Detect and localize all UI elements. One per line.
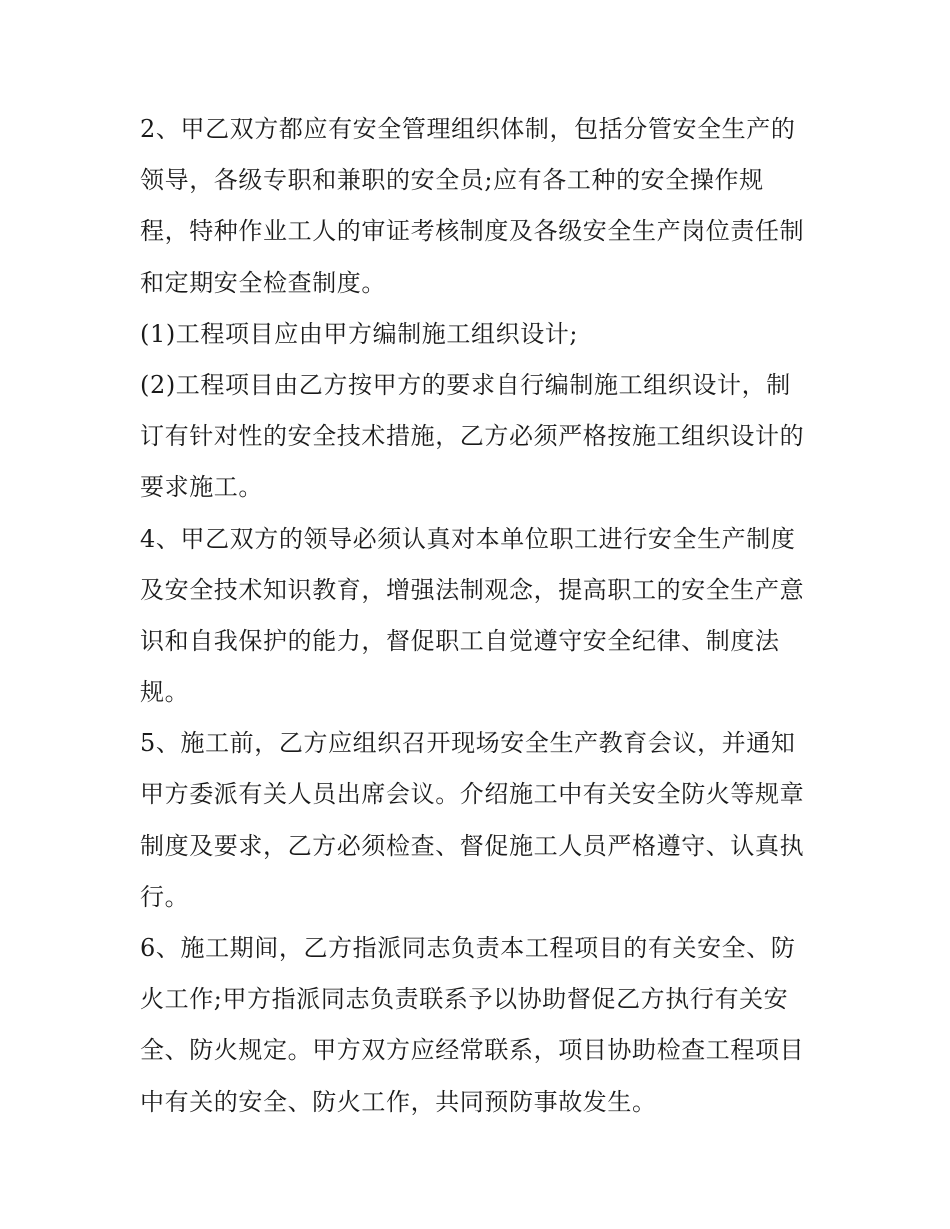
paragraph-2-line-3: 程，特种作业工人的审证考核制度及各级安全生产岗位责任制 bbox=[140, 217, 805, 246]
paragraph-6-line-4: 中有关的安全、防火工作，共同预防事故发生。 bbox=[140, 1087, 657, 1116]
paragraph-6-line-1: 6、施工期间，乙方指派同志负责本工程项目的有关安全、防 bbox=[140, 934, 796, 962]
paragraph-5-line-1: 5、施工前，乙方应组织召开现场安全生产教育会议，并通知 bbox=[140, 729, 796, 758]
item-2-line-1: (2)工程项目由乙方按甲方的要求自行编制施工组织设计，制 bbox=[140, 370, 791, 399]
paragraph-5-line-4: 行。 bbox=[140, 882, 190, 911]
paragraph-5-line-2: 甲方委派有关人员出席会议。介绍施工中有关安全防火等规章 bbox=[140, 780, 805, 809]
document-page bbox=[140, 104, 820, 1128]
paragraph-4-line-4: 规。 bbox=[140, 678, 190, 707]
item-1-line-1: (1)工程项目应由甲方编制施工组织设计; bbox=[140, 319, 579, 348]
paragraph-5-line-3: 制度及要求，乙方必须检查、督促施工人员严格遵守、认真执 bbox=[140, 831, 805, 860]
paragraph-4-line-1: 4、甲乙双方的领导必须认真对本单位职工进行安全生产制度 bbox=[140, 524, 796, 553]
paragraph-2-line-2: 领导，各级专职和兼职的安全员;应有各工种的安全操作规 bbox=[140, 166, 764, 195]
item-2-line-2: 订有针对性的安全技术措施，乙方必须严格按施工组织设计的 bbox=[140, 422, 805, 451]
item-2-line-3: 要求施工。 bbox=[140, 473, 263, 502]
paragraph-4-line-3: 识和自我保护的能力，督促职工自觉遵守安全纪律、制度法 bbox=[140, 626, 780, 655]
paragraph-6-line-3: 全、防火规定。甲方双方应经常联系，项目协助检查工程项目 bbox=[140, 1036, 805, 1065]
paragraph-6-line-2: 火工作;甲方指派同志负责联系予以协助督促乙方执行有关安 bbox=[140, 985, 789, 1014]
paragraph-2-line-1: 2、甲乙双方都应有安全管理组织体制，包括分管安全生产的 bbox=[140, 115, 796, 143]
paragraph-2-line-4: 和定期安全检查制度。 bbox=[140, 268, 386, 297]
paragraph-4-line-2: 及安全技术知识教育，增强法制观念，提高职工的安全生产意 bbox=[140, 575, 805, 604]
